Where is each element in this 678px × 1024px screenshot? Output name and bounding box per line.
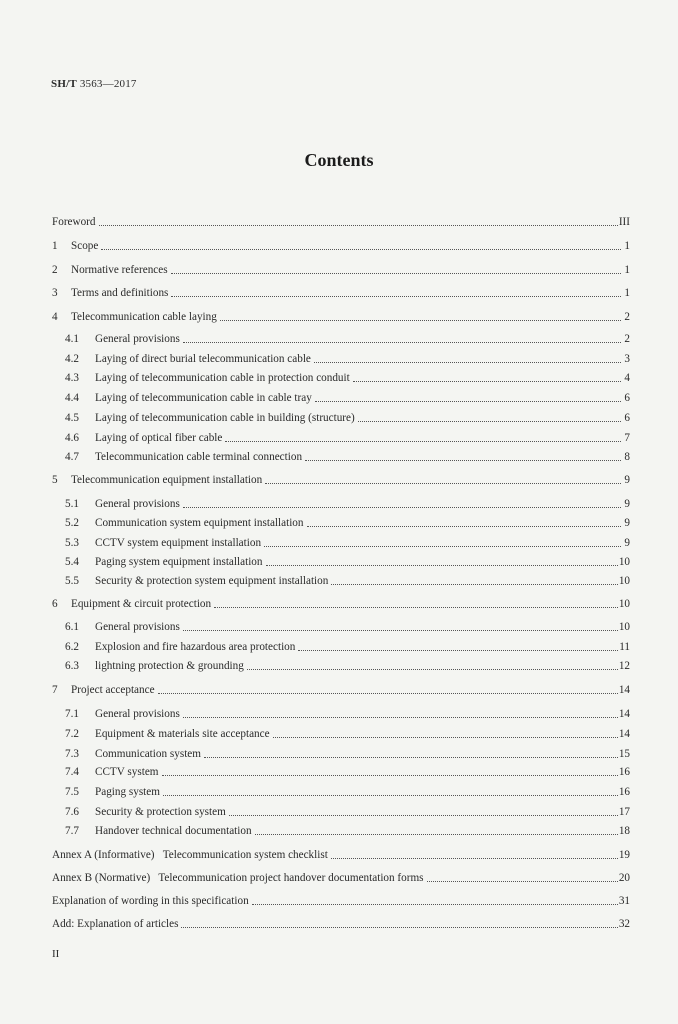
toc-entry-page: 11 (619, 641, 630, 653)
toc-entry[interactable] (65, 763, 630, 779)
toc-entry-page: 10 (618, 598, 630, 610)
toc-entry-number: 7.6 (65, 806, 79, 818)
toc-entry-label: General provisions (95, 621, 180, 633)
toc-entry-label: Terms and definitions (71, 287, 169, 299)
toc-dot-leader (162, 775, 618, 776)
toc-entry-page: 31 (618, 895, 630, 907)
toc-entry[interactable] (52, 892, 630, 908)
toc-entry-page: 9 (624, 517, 630, 529)
toc-entry-page: 16 (618, 766, 630, 778)
toc-entry-number: 7.5 (65, 786, 79, 798)
toc-entry-number: 4.1 (65, 333, 79, 345)
toc-entry-page: 2 (624, 333, 630, 345)
toc-entry[interactable] (52, 869, 630, 885)
toc-dot-leader (427, 881, 618, 882)
toc-dot-leader (99, 225, 618, 226)
toc-entry-label: Communication system (95, 748, 201, 760)
toc-entry-number: 5.1 (65, 498, 79, 510)
toc-entry[interactable] (52, 846, 630, 862)
standard-code (51, 78, 137, 90)
toc-entry-number: 5.3 (65, 537, 79, 549)
standard-code-prefix: SH/T (51, 78, 77, 90)
toc-entry-page: 14 (618, 708, 630, 720)
toc-entry-number: 4.7 (65, 451, 79, 463)
toc-entry[interactable] (65, 803, 630, 819)
toc-entry[interactable] (52, 261, 630, 277)
toc-entry-label: Telecommunication cable terminal connection (95, 451, 303, 463)
toc-entry-number: 7.1 (65, 708, 79, 720)
toc-entry-label: General provisions (95, 333, 180, 345)
toc-dot-leader (158, 693, 618, 694)
toc-dot-leader (315, 401, 621, 402)
toc-dot-leader (307, 526, 622, 527)
toc-entry-page: 8 (624, 451, 630, 463)
toc-entry[interactable] (65, 389, 630, 405)
toc-dot-leader (183, 507, 621, 508)
toc-entry-page: 9 (624, 474, 630, 486)
toc-entry-label: Annex B (Normative) Telecommunication project handover documentation forms (52, 872, 424, 884)
toc-dot-leader (204, 757, 618, 758)
toc-entry[interactable] (65, 553, 630, 569)
toc-entry[interactable] (65, 725, 630, 741)
toc-entry-page: 2 (624, 311, 630, 323)
toc-dot-leader (266, 565, 618, 566)
toc-entry[interactable] (65, 705, 630, 721)
toc-entry-label: Laying of optical fiber cable (95, 432, 223, 444)
toc-entry-label: General provisions (95, 708, 180, 720)
toc-entry-label: Communication system equipment installation (95, 517, 304, 529)
toc-entry[interactable] (65, 350, 630, 366)
toc-dot-leader (181, 927, 617, 928)
toc-entry[interactable] (52, 915, 630, 931)
toc-entry-page: 1 (624, 287, 630, 299)
toc-dot-leader (183, 717, 618, 718)
toc-entry[interactable] (65, 618, 630, 634)
toc-dot-leader (214, 607, 618, 608)
toc-entry-page: 9 (624, 498, 630, 510)
toc-entry[interactable] (65, 495, 630, 511)
toc-entry-number: 2 (52, 264, 58, 276)
toc-entry-label: Laying of direct burial telecommunication cable (95, 353, 311, 365)
toc-entry[interactable] (52, 237, 630, 253)
toc-entry-page: 10 (618, 575, 630, 587)
toc-entry[interactable] (65, 330, 630, 346)
toc-entry-page: 9 (624, 537, 630, 549)
toc-entry[interactable] (52, 284, 630, 300)
toc-entry-label: Explosion and fire hazardous area protection (95, 641, 296, 653)
toc-dot-leader (305, 460, 621, 461)
toc-dot-leader (171, 296, 621, 297)
standard-code-number: 3563—2017 (79, 78, 137, 90)
toc-entry[interactable] (65, 534, 630, 550)
toc-entry-number: 4 (52, 311, 58, 323)
toc-entry-label: Scope (71, 240, 99, 252)
toc-entry-number: 7.2 (65, 728, 79, 740)
toc-entry-number: 5.5 (65, 575, 79, 587)
toc-entry-label: Laying of telecommunication cable in cable tray (95, 392, 312, 404)
toc-entry[interactable] (65, 429, 630, 445)
toc-dot-leader (252, 904, 618, 905)
toc-entry[interactable] (65, 822, 630, 838)
toc-entry-label: General provisions (95, 498, 180, 510)
toc-entry-page: 14 (618, 684, 630, 696)
toc-entry-page: 1 (624, 264, 630, 276)
toc-entry[interactable] (65, 409, 630, 425)
toc-entry-page: 10 (618, 556, 630, 568)
toc-entry[interactable] (65, 657, 630, 673)
toc-dot-leader (265, 483, 621, 484)
toc-entry-number: 7.3 (65, 748, 79, 760)
toc-entry-page: 32 (618, 918, 630, 930)
toc-entry-number: 6.1 (65, 621, 79, 633)
toc-entry-label: Add: Explanation of articles (52, 918, 179, 930)
toc-entry-label: lightning protection & grounding (95, 660, 244, 672)
toc-dot-leader (273, 737, 618, 738)
toc-entry[interactable] (65, 572, 630, 588)
toc-entry-page: 19 (618, 849, 630, 861)
toc-entry[interactable] (52, 308, 630, 324)
toc-entry-number: 3 (52, 287, 58, 299)
toc-entry-number: 6 (52, 598, 58, 610)
toc-entry[interactable] (52, 471, 630, 487)
toc-entry-page: 17 (618, 806, 630, 818)
toc-entry-label: Equipment & materials site acceptance (95, 728, 270, 740)
toc-entry-label: Security & protection system equipment installation (95, 575, 329, 587)
toc-entry-label: Paging system (95, 786, 160, 798)
toc-entry-label: CCTV system (95, 766, 159, 778)
toc-dot-leader (229, 815, 618, 816)
toc-entry-label: Telecommunication equipment installation (71, 474, 263, 486)
toc-entry-number: 6.2 (65, 641, 79, 653)
page-number: II (52, 948, 60, 960)
toc-dot-leader (171, 273, 621, 274)
toc-dot-leader (358, 421, 621, 422)
toc-dot-leader (220, 320, 621, 321)
toc-dot-leader (163, 795, 618, 796)
toc-dot-leader (353, 381, 621, 382)
toc-entry-page: 6 (624, 392, 630, 404)
toc-entry-label: Telecommunication cable laying (71, 311, 217, 323)
toc-entry-page: 14 (618, 728, 630, 740)
toc-entry-page: 10 (618, 621, 630, 633)
toc-entry-number: 5.4 (65, 556, 79, 568)
toc-entry-page: 18 (618, 825, 630, 837)
toc-entry-page: 12 (618, 660, 630, 672)
toc-entry-label: Annex A (Informative) Telecommunication system checklist (52, 849, 328, 861)
toc-entry[interactable] (65, 638, 630, 654)
toc-entry-page: 16 (618, 786, 630, 798)
toc-entry-page: 4 (624, 372, 630, 384)
toc-entry-page: 15 (618, 748, 630, 760)
toc-dot-leader (183, 630, 618, 631)
toc-entry-page: 20 (618, 872, 630, 884)
toc-dot-leader (225, 441, 621, 442)
toc-entry-number: 7.4 (65, 766, 79, 778)
toc-dot-leader (183, 342, 621, 343)
toc-entry-page: 1 (624, 240, 630, 252)
toc-entry-label: Security & protection system (95, 806, 226, 818)
toc-dot-leader (298, 650, 618, 651)
toc-dot-leader (331, 858, 618, 859)
toc-entry[interactable] (52, 213, 630, 229)
toc-dot-leader (331, 584, 617, 585)
toc-entry-label: Handover technical documentation (95, 825, 252, 837)
toc-entry-label: Project acceptance (71, 684, 155, 696)
toc-entry-number: 4.4 (65, 392, 79, 404)
toc-entry-page: III (618, 216, 630, 228)
toc-entry[interactable] (52, 595, 630, 611)
toc-entry[interactable] (65, 745, 630, 761)
toc-entry-number: 1 (52, 240, 58, 252)
toc-entry-number: 4.2 (65, 353, 79, 365)
toc-dot-leader (264, 546, 621, 547)
toc-entry-page: 7 (624, 432, 630, 444)
toc-entry-number: 4.6 (65, 432, 79, 444)
toc-dot-leader (247, 669, 618, 670)
toc-entry-number: 7.7 (65, 825, 79, 837)
toc-entry-number: 7 (52, 684, 58, 696)
toc-entry-label: Normative references (71, 264, 168, 276)
toc-entry[interactable] (65, 448, 630, 464)
toc-dot-leader (314, 362, 621, 363)
toc-dot-leader (101, 249, 621, 250)
toc-entry-label: Equipment & circuit protection (71, 598, 212, 610)
toc-dot-leader (255, 834, 618, 835)
toc-entry[interactable] (65, 783, 630, 799)
toc-entry[interactable] (52, 681, 630, 697)
toc-entry-number: 4.5 (65, 412, 79, 424)
toc-entry-label: Foreword (52, 216, 96, 228)
toc-entry-label: Laying of telecommunication cable in protection conduit (95, 372, 350, 384)
toc-entry-label: CCTV system equipment installation (95, 537, 262, 549)
toc-entry-label: Laying of telecommunication cable in building (structure) (95, 412, 355, 424)
toc-entry-number: 5 (52, 474, 58, 486)
toc-entry-page: 3 (624, 353, 630, 365)
toc-entry[interactable] (65, 514, 630, 530)
toc-entry-number: 4.3 (65, 372, 79, 384)
toc-entry[interactable] (65, 369, 630, 385)
toc-entry-number: 6.3 (65, 660, 79, 672)
toc-entry-number: 5.2 (65, 517, 79, 529)
toc-entry-label: Explanation of wording in this specification (52, 895, 249, 907)
page-title: Contents (304, 150, 374, 170)
toc-entry-page: 6 (624, 412, 630, 424)
toc-entry-label: Paging system equipment installation (95, 556, 263, 568)
